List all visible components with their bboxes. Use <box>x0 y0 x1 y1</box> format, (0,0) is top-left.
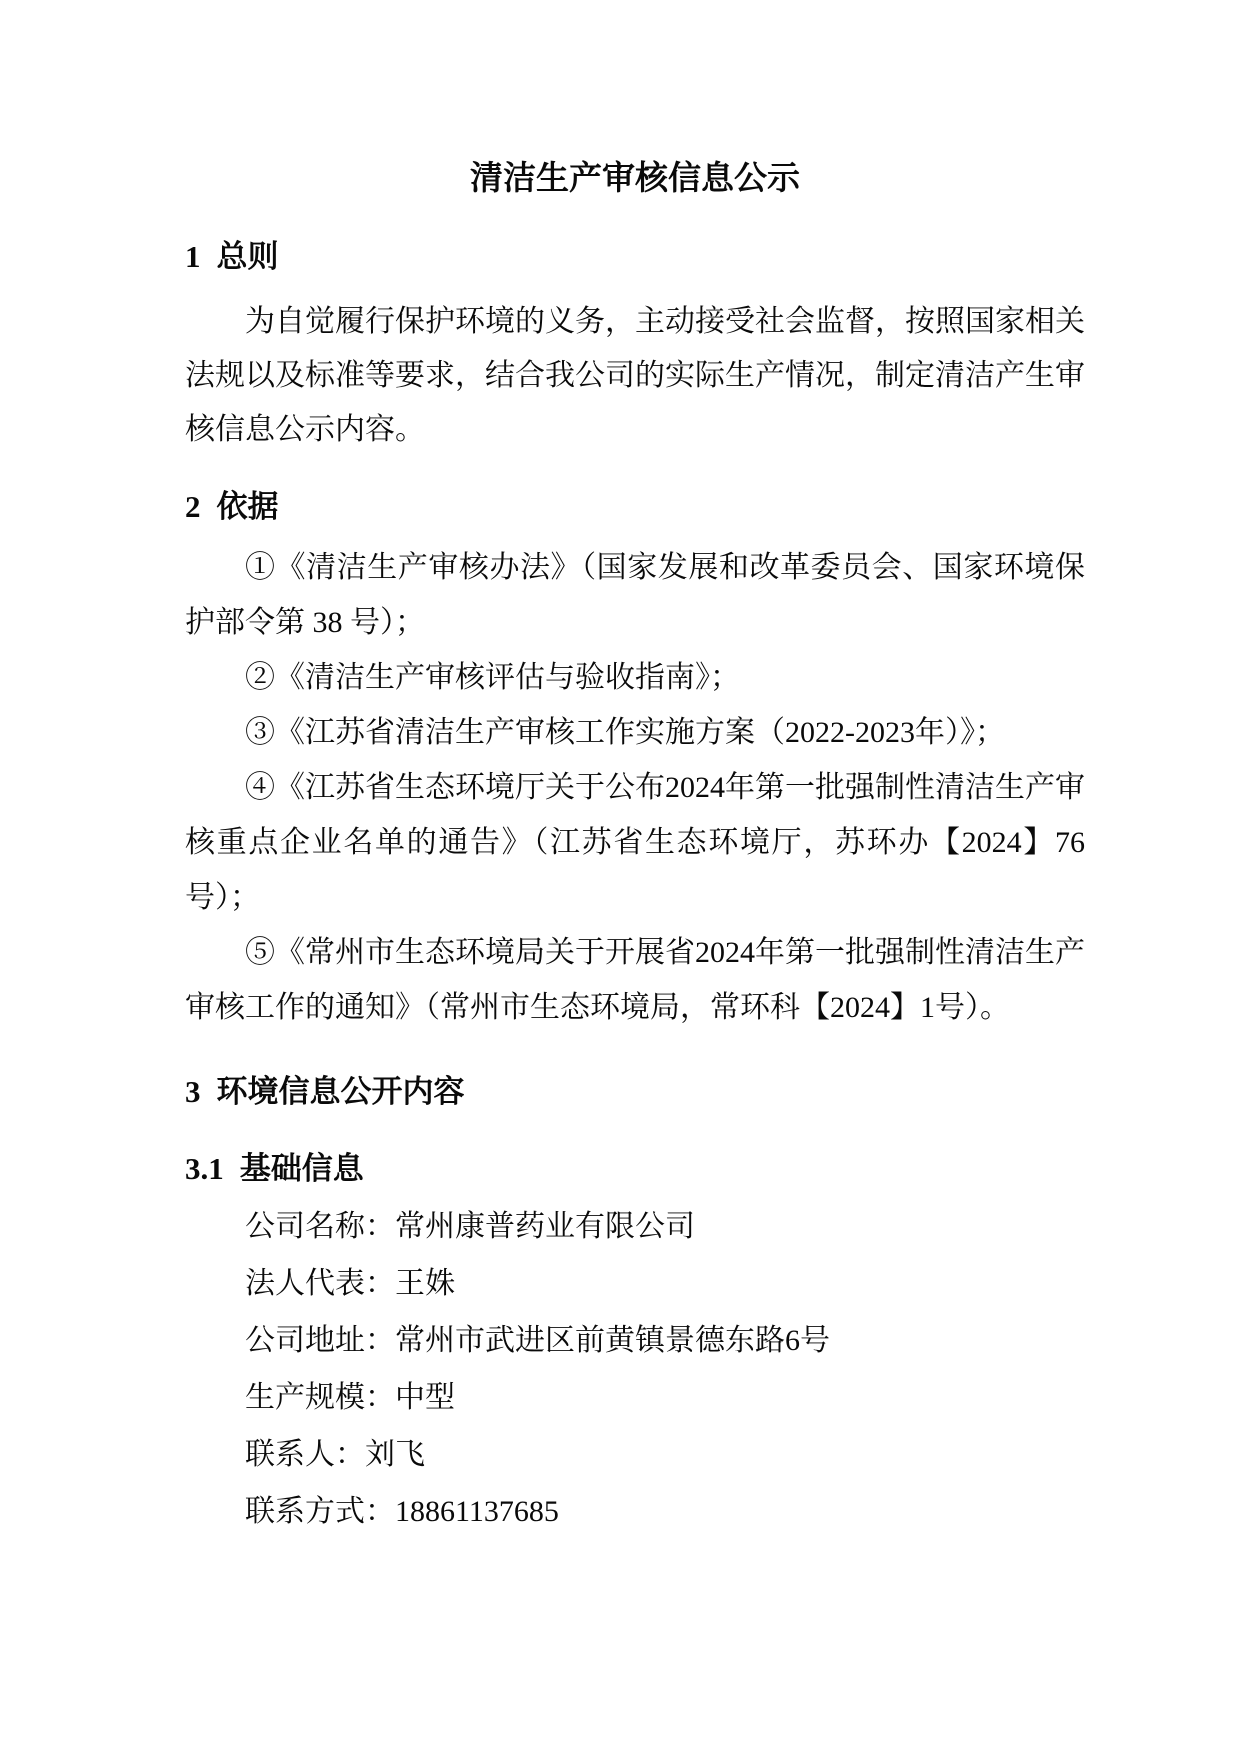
reference-line: 号）； <box>185 881 260 914</box>
reference-line: ⑤《常州市生态环境局关于开展省2024年第一批强制性清洁生产 <box>245 936 1085 969</box>
info-field-row <box>185 1198 1085 1255</box>
section-3-heading-text: 环境信息公开内容 <box>216 1074 465 1109</box>
reference-line: ①《清洁生产审核办法》（国家发展和改革委员会、国家环境保 <box>245 551 1085 584</box>
basic-info-list <box>185 1198 1085 1540</box>
info-field-row <box>185 1312 1085 1369</box>
info-field-row <box>185 1255 1085 1312</box>
body-text-line: 为自觉履行保护环境的义务，主动接受社会监督，按照国家相关 <box>245 305 1085 338</box>
section-1-paragraph <box>185 295 1085 457</box>
body-text-line: 核信息公示内容。 <box>185 413 425 446</box>
document-title: 清洁生产审核信息公示 <box>470 161 800 197</box>
section-2-heading-text: 依据 <box>216 489 279 524</box>
info-field-label: 联系人： <box>245 1438 365 1471</box>
reference-line: 护部令第 38 号）； <box>185 606 425 639</box>
reference-line: ③《江苏省清洁生产审核工作实施方案（2022-2023年）》； <box>245 716 1005 749</box>
info-field-value: 王姝 <box>395 1267 455 1300</box>
info-field-label: 公司名称： <box>245 1210 395 1243</box>
info-field-value: 刘飞 <box>365 1438 425 1471</box>
info-field-value: 常州康普药业有限公司 <box>395 1210 695 1243</box>
info-field-label: 联系方式： <box>245 1495 395 1528</box>
section-3-heading <box>185 1070 1085 1114</box>
section-3-1-heading-text: 基础信息 <box>239 1151 364 1186</box>
section-3-1-heading <box>185 1147 1085 1191</box>
section-2-references <box>185 540 1085 1035</box>
section-1-heading <box>185 235 1085 279</box>
reference-line: ②《清洁生产审核评估与验收指南》； <box>245 661 740 694</box>
info-field-label: 公司地址： <box>245 1324 395 1357</box>
info-field-row <box>185 1483 1085 1540</box>
section-2-heading <box>185 485 1085 529</box>
info-field-value: 18861137685 <box>395 1495 559 1528</box>
reference-line: ④《江苏省生态环境厅关于公布2024年第一批强制性清洁生产审 <box>245 771 1085 804</box>
section-1-heading-text: 总则 <box>216 239 279 274</box>
body-text-line: 法规以及标准等要求，结合我公司的实际生产情况，制定清洁产生审 <box>185 359 1085 392</box>
reference-line: 审核工作的通知》（常州市生态环境局，常环科【2024】1号）。 <box>185 991 1010 1024</box>
section-3-1-number: 3.1 <box>185 1151 224 1186</box>
reference-line: 核重点企业名单的通告》（江苏省生态环境厅，苏环办【2024】76 <box>185 826 1085 859</box>
info-field-label: 生产规模： <box>245 1381 395 1414</box>
info-field-value: 常州市武进区前黄镇景德东路6号 <box>395 1324 830 1357</box>
section-3-number: 3 <box>185 1074 201 1109</box>
info-field-row <box>185 1426 1085 1483</box>
info-field-row <box>185 1369 1085 1426</box>
info-field-value: 中型 <box>395 1381 455 1414</box>
section-1-number: 1 <box>185 239 201 274</box>
info-field-label: 法人代表： <box>245 1267 395 1300</box>
section-2-number: 2 <box>185 489 201 524</box>
